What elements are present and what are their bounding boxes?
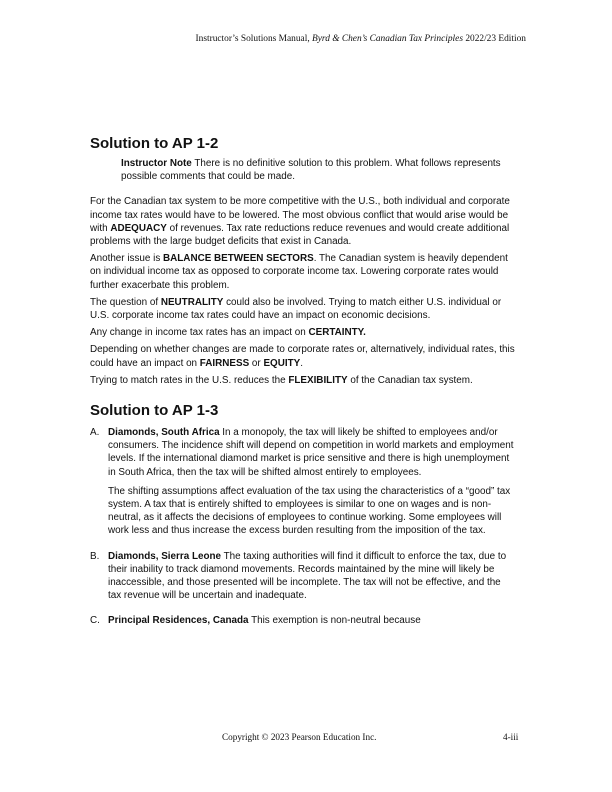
text-run: of revenues. Tax rate reductions reduce revenues and would create additional problems with the large budget deficits that exist in Canada. xyxy=(90,222,510,248)
item-paragraph xyxy=(108,550,515,603)
instructor-note xyxy=(121,157,515,183)
item-heading: Diamonds, South Africa xyxy=(108,427,220,439)
header-suffix: 2022/23 Edition xyxy=(462,34,526,44)
list-letter: B. xyxy=(90,550,100,562)
running-header xyxy=(196,34,526,44)
list-item-c xyxy=(90,614,515,627)
keyword-fairness: FAIRNESS xyxy=(199,357,250,369)
instructor-note-label: Instructor Note xyxy=(121,158,192,169)
item-extra-paragraph: The shifting assumptions affect evaluation of the tax using the characteristics of a “good” tax system. A tax that is entirely shifted to employees is similar to one on wages and is non-neutral, as it affects the decisions of employees to continue working. Some employees will work less and thus increase the excess burden resulting from the imposition of the tax. xyxy=(108,485,511,537)
item-heading: Principal Residences, Canada xyxy=(108,615,249,627)
text-run: of the Canadian tax system. xyxy=(347,374,473,386)
keyword-balance: BALANCE BETWEEN SECTORS xyxy=(163,253,314,265)
page-number: 4-iii xyxy=(503,732,519,742)
item-text: In a monopoly, the tax will likely be shifted to employees and/or consumers. The incidence shift will depend on competition in world markets and employment levels. If the international diamond market is price sensitive and there is high unemployment in South Africa, then the tax will be shifted almost entirely to employees. xyxy=(108,427,514,478)
paragraph-flexibility xyxy=(90,374,515,387)
keyword-equity: EQUITY xyxy=(263,357,301,369)
section-title-ap-1-3: Solution to AP 1-3 xyxy=(90,402,219,420)
text-run: Any change in income tax rates has an impact on xyxy=(90,327,309,339)
text-run: could also be involved. Trying to match either U.S. individual or U.S. corporate income tax rates could have an impact on economic decisions. xyxy=(90,296,502,322)
page-body xyxy=(90,134,515,640)
text-run: . xyxy=(300,357,303,369)
keyword-flexibility: FLEXIBILITY xyxy=(288,374,348,386)
item-text: This exemption is non-neutral because xyxy=(248,615,421,627)
item-paragraph xyxy=(108,614,515,627)
list-letter: C. xyxy=(90,615,100,627)
text-run: . The Canadian system is heavily dependent on individual income tax as opposed to corporate income tax. Lowering corporate rates would further exacerbate this problem. xyxy=(90,253,508,291)
text-run: For the Canadian tax system to be more competitive with the U.S., both individual and corporate income tax rates would have to be lowered. The most obvious conflict that would arise would be with xyxy=(90,196,510,234)
keyword-adequacy: ADEQUACY xyxy=(110,222,167,234)
header-prefix: Instructor’s Solutions Manual, xyxy=(195,34,313,44)
header-book-title: Byrd & Chen’s Canadian Tax Principles xyxy=(312,34,463,44)
item-heading: Diamonds, Sierra Leone xyxy=(108,550,222,562)
list-letter: A. xyxy=(90,427,100,439)
paragraph-fairness xyxy=(90,343,515,369)
item-paragraph xyxy=(108,426,515,479)
paragraph-adequacy xyxy=(90,195,515,248)
paragraph-certainty xyxy=(90,326,515,339)
instructor-note-text: There is no definitive solution to this problem. What follows represents possible comments that could be made. xyxy=(121,158,501,183)
keyword-certainty: CERTAINTY. xyxy=(308,327,366,339)
list-item-b xyxy=(90,550,515,603)
paragraph-neutrality xyxy=(90,296,515,322)
section-title-ap-1-2: Solution to AP 1-2 xyxy=(90,135,219,152)
text-run: The question of xyxy=(90,296,161,308)
paragraph-balance xyxy=(90,252,515,292)
copyright-notice: Copyright © 2023 Pearson Education Inc. xyxy=(222,732,377,742)
text-run: Another issue is xyxy=(90,253,164,265)
text-run: or xyxy=(249,357,264,369)
item-text: The taxing authorities will find it difficult to enforce the tax, due to their inability to track diamond movements. Records maintained by the mine will likely be inaccessible, and those presented will be incomplete. The tax will not be effective, and the tax revenue will be uncertain and inadequate. xyxy=(108,550,507,602)
text-run: Depending on whether changes are made to corporate rates or, alternatively, individual rates, this could have an impact on xyxy=(90,344,515,369)
keyword-neutrality: NEUTRALITY xyxy=(160,296,224,308)
list-item-a xyxy=(90,426,515,538)
text-run: Trying to match rates in the U.S. reduces the xyxy=(90,374,289,386)
